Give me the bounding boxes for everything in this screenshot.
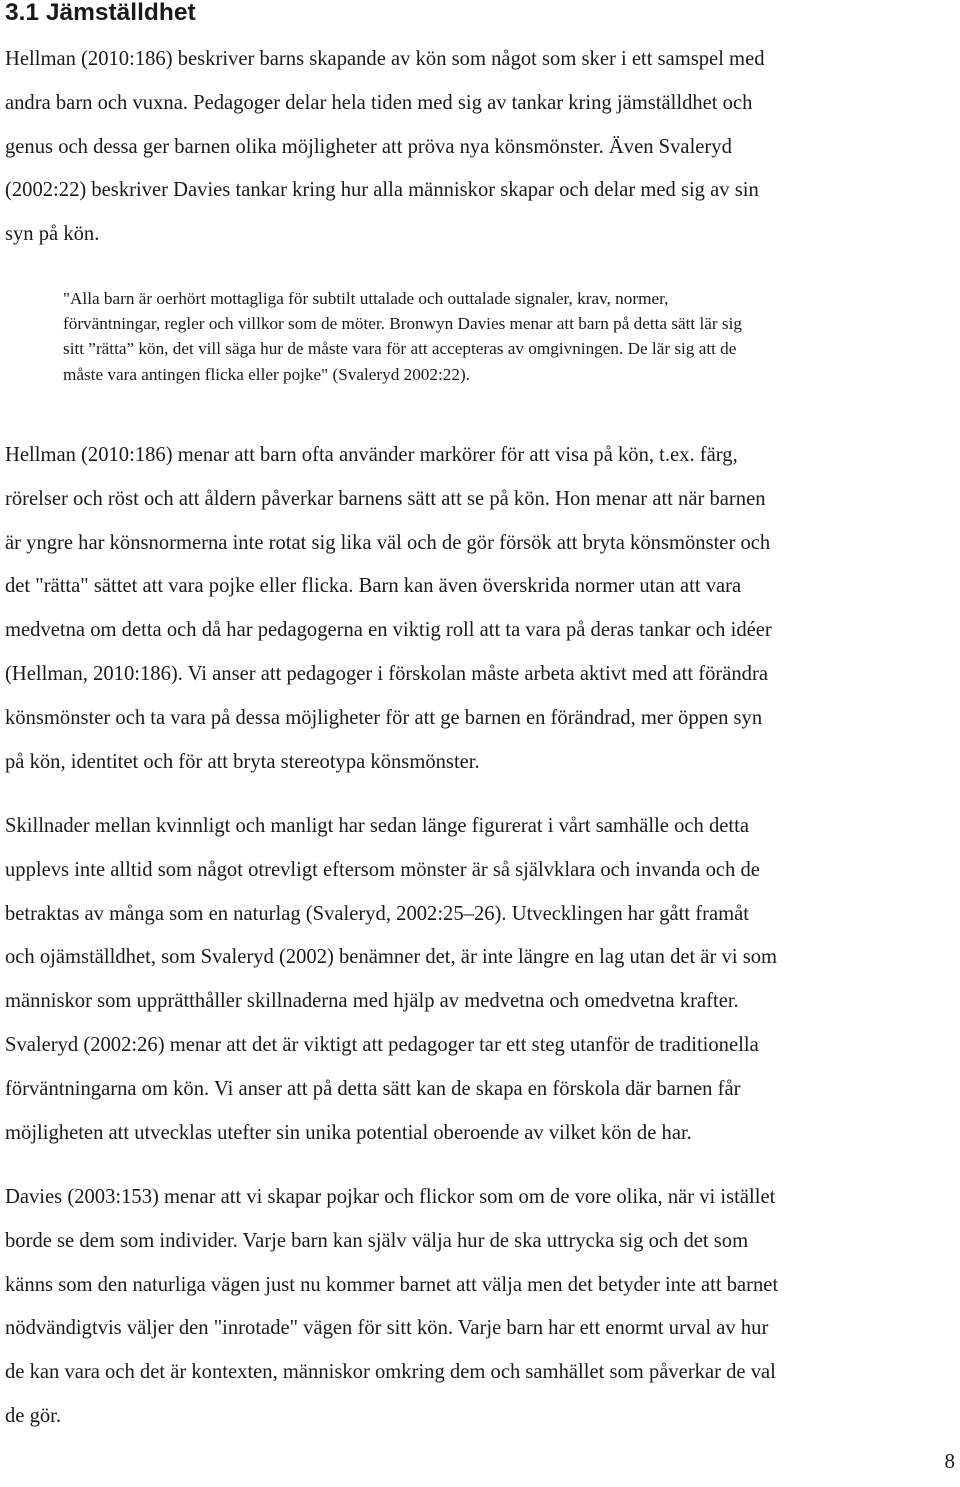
paragraph-3-line: möjligheten att utvecklas utefter sin unika potential oberoende av vilket kön de har.	[5, 1121, 692, 1144]
paragraph-3-line: Skillnader mellan kvinnligt och manligt har sedan länge figurerat i vårt samhälle och detta	[5, 815, 749, 837]
paragraph-2-line: det "rätta" sättet att vara pojke eller flicka. Barn kan även överskrida normer utan att vara	[5, 575, 742, 598]
paragraph-2-line: på kön, identitet och för att bryta stereotypa könsmönster.	[5, 750, 480, 773]
paragraph-4-line: Davies (2003:153) menar att vi skapar pojkar och flickor som om de vore olika, när vi istället	[5, 1186, 776, 1208]
paragraph-4-line: borde se dem som individer. Varje barn kan själv välja hur de ska uttrycka sig och det som	[5, 1229, 749, 1252]
paragraph-2-line: (Hellman, 2010:186). Vi anser att pedagoger i förskolan måste arbeta aktivt med att förändra	[5, 662, 768, 685]
paragraph-1-line: genus och dessa ger barnen olika möjligheter att pröva nya könsmönster. Även Svaleryd	[5, 135, 732, 158]
paragraph-2-line: medvetna om detta och då har pedagogerna en viktig roll att ta vara på deras tankar och idéer	[5, 619, 772, 642]
quote-line: förväntningar, regler och villkor som de möter. Bronwyn Davies menar att barn på detta sätt lär sig	[63, 314, 742, 334]
paragraph-3-line: och ojämställdhet, som Svaleryd (2002) benämner det, är inte längre en lag utan det är vi som	[5, 946, 778, 969]
paragraph-3	[5, 805, 955, 1155]
paragraph-1-line: syn på kön.	[5, 223, 100, 246]
paragraph-4-line: nödvändigtvis väljer den "inrotade" vägen för sitt kön. Varje barn har ett enormt urval av hur	[5, 1317, 769, 1340]
paragraph-2	[5, 434, 955, 784]
quote-line: sitt ”rätta” kön, det vill säga hur de måste vara för att accepteras av omgivningen. De lär sig att de	[63, 339, 737, 359]
paragraph-4-line: känns som den naturliga vägen just nu kommer barnet att välja men det betyder inte att barnet	[5, 1273, 779, 1296]
paragraph-2-line: könsmönster och ta vara på dessa möjligheter för att ge barnen en förändrad, mer öppen syn	[5, 706, 763, 729]
paragraph-3-line: förväntningarna om kön. Vi anser att på detta sätt kan de skapa en förskola där barnen får	[5, 1077, 741, 1100]
paragraph-3-line: betraktas av många som en naturlag (Svaleryd, 2002:25–26). Utvecklingen har gått framåt	[5, 902, 749, 925]
paragraph-3-line: Svaleryd (2002:26) menar att det är viktigt att pedagoger tar ett steg utanför de traditionella	[5, 1033, 759, 1056]
block-quote	[63, 286, 943, 387]
section-heading: 3.1 Jämställdhet	[5, 0, 196, 26]
page-number: 8	[944, 1449, 955, 1473]
paragraph-1-line: andra barn och vuxna. Pedagoger delar hela tiden med sig av tankar kring jämställdhet och	[5, 91, 753, 114]
paragraph-4	[5, 1176, 955, 1439]
paragraph-3-line: upplevs inte alltid som något otrevligt eftersom mönster är så självklara och invanda och de	[5, 858, 760, 881]
paragraph-1-line: Hellman (2010:186) beskriver barns skapande av kön som något som sker i ett samspel med	[5, 48, 765, 70]
quote-line: måste vara antingen flicka eller pojke" (Svaleryd 2002:22).	[63, 364, 470, 384]
paragraph-3-line: människor som upprätthåller skillnaderna med hjälp av medvetna och omedvetna krafter.	[5, 990, 739, 1013]
paragraph-1	[5, 38, 955, 257]
paragraph-2-line: är yngre har könsnormerna inte rotat sig lika väl och de gör försök att bryta könsmönster och	[5, 531, 771, 554]
paragraph-2-line: rörelser och röst och att åldern påverkar barnens sätt att se på kön. Hon menar att när barnen	[5, 487, 766, 510]
paragraph-2-line: Hellman (2010:186) menar att barn ofta använder markörer för att visa på kön, t.ex. färg,	[5, 444, 738, 466]
paragraph-1-line: (2002:22) beskriver Davies tankar kring hur alla människor skapar och delar med sig av sin	[5, 179, 759, 202]
quote-line: "Alla barn är oerhört mottagliga för subtilt uttalade och outtalade signaler, krav, normer,	[63, 289, 669, 308]
paragraph-4-line: de gör.	[5, 1404, 62, 1427]
paragraph-4-line: de kan vara och det är kontexten, människor omkring dem och samhället som påverkar de val	[5, 1361, 776, 1384]
